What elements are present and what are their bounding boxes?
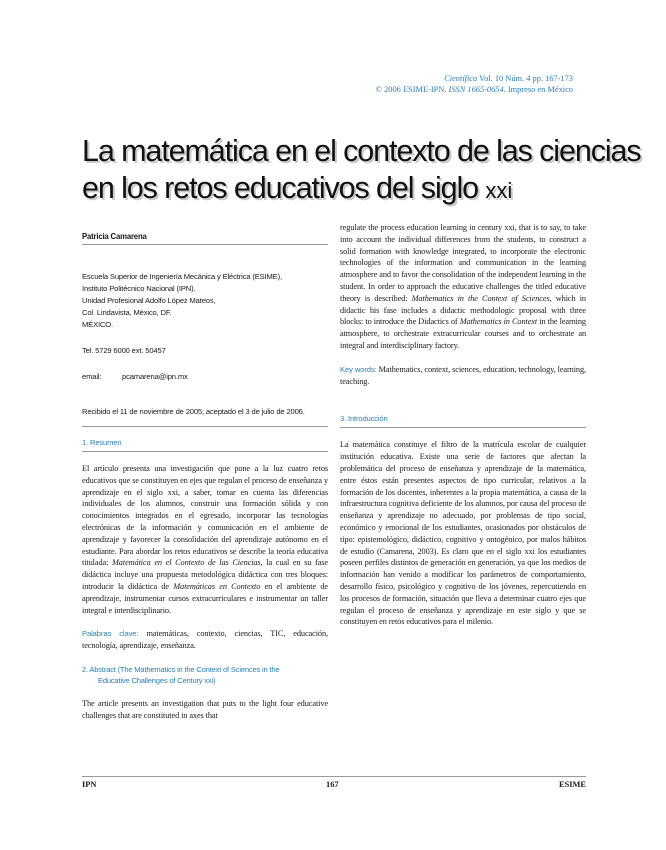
author-email-row — [82, 371, 328, 383]
affiliation-line: Col. Lindavista, México, DF. — [82, 308, 172, 317]
footer-rule — [82, 776, 586, 777]
title-line-1: La matemática en el contexto de las ciencias — [82, 134, 641, 168]
affiliation-line: MÉXICO. — [82, 320, 114, 329]
theory-title: Matemática en el Contexto de las Ciencias, — [112, 558, 263, 568]
resumen-heading: 1. Resumen — [82, 437, 328, 452]
affiliation-line: Unidad Profesional Adolfo López Mateos, — [82, 296, 216, 305]
issn: ISSN 1665-0654. — [448, 85, 506, 94]
theory-title-en: Mathematics in the Context of Sciences, — [411, 293, 552, 303]
footer-right: ESIME — [559, 780, 586, 789]
copyright: © 2006 ESIME-IPN. — [375, 85, 447, 94]
keywords-label-en: Key words: — [340, 364, 377, 374]
abstract-paragraph-start: The article presents an investigation that puts to the light four educative challenges that are constituted in axes that — [82, 698, 328, 720]
right-column — [340, 222, 586, 628]
article-title — [82, 133, 641, 209]
author-affiliation — [82, 271, 328, 331]
keywords-label: Palabras clave: — [82, 629, 139, 639]
abstract-heading: 2. Abstract (The Mathematics in the Context of Sciences in the Educative Challenges of Century xxi) — [82, 664, 280, 685]
affiliation-line: Instituto Politécnico Nacional (IPN). — [82, 284, 196, 293]
footer-left: IPN — [82, 780, 97, 789]
email-link[interactable]: pcamarena@ipn.mx — [122, 372, 188, 381]
affiliation-line: Escuela Superior de Ingeniería Mecánica y Eléctrica (ESIME), — [82, 272, 282, 281]
email-label: email: — [82, 372, 102, 381]
author-phone: Tel. 5729 6000 ext. 50457 — [82, 346, 166, 355]
intro-paragraph: La matemática constituye el filtro de la matrícula escolar de cualquier institución educativa. Existe una serie de factores que afectan la problemática del proceso de enseñanza y aprendizaje de la matemática, entre éstos están presentes aspectos de tipo curricular, relativos a la formación de los docentes, inherentes a la propia matemática, a causa de la infraestructura cognitiva deficiente de los alumnos, por causa del proceso de enseñanza y aprendizaje no adecuado, por problemas de tipo social, económico y emocional de los estudiantes, ocasionados por obstáculos de tipo: epistemológico, didáctico, cognitivo y ontogénico, por malos hábitos de estudio (Camarena, 2003). Es claro que en el siglo xxi los estudiantes poseen perfiles distintos de generación en generación, ya que los medios de información han venido a modificar los parámetros de comportamiento, desarrollo físico, psicológico y cognitivo de los jóvenes, repercutiendo en los procesos de formación, situación que lleva a determinar cuatro ejes que regulan el proceso de enseñanza y aprendizaje en este siglo y que se constituyen en retos educativos para el milenio. — [340, 440, 586, 627]
received-dates: Recibido el 11 de noviembre de 2005; aceptado el 3 de julio de 2006. — [82, 406, 328, 427]
resumen-keywords: Palabras clave: matemáticas, contexto, ciencias, TIC, educación, tecnología, aprendizaje, enseñanza. — [82, 629, 329, 651]
title-century: xxi — [485, 178, 513, 203]
journal-name: Científica — [444, 74, 478, 83]
left-column — [82, 222, 328, 722]
abstract-keywords: Key words: Mathematics, context, sciences, education, technology, learning, teaching. — [340, 364, 586, 386]
title-line-2: en los retos educativos del siglo — [82, 171, 479, 205]
page-number: 167 — [326, 780, 339, 789]
theory-didactics: Matemáticas en Contexto — [173, 581, 261, 591]
author-name: Patricia Camarena — [82, 232, 328, 245]
journal-volume: Vol. 10 Núm. 4 pp. 167-173 — [479, 74, 573, 83]
theory-didactics-en: Mathematics in Context — [459, 317, 538, 327]
print-location: Impreso en México — [507, 85, 573, 94]
intro-heading: 3. Introducción — [340, 413, 586, 428]
resumen-paragraph: El artículo presenta una investigación que pone a la luz cuatro retos educativos que se constituyen en ejes que regulan el proceso de enseñanza y aprendizaje en el siglo xxi, a saber, tomar en cuenta las diferencias individuales de los alumnos, construir una formación sólida y con conocimientos integrados en el egresado, incorporar las tecnologías electrónicas de la información y comunicación en el ambiente de aprendizaje y favorecer la consolidación del aprendizaje autónomo en el estudiante. Para abordar los retos educativos se describe la teoría educativa titulada: Matemática en el Contexto de las Ciencias, la cual en su fase didáctica incluye una propuesta metodológica didáctica con tres bloques: introducir la didáctica de Matemáticas en Contexto en el ambiente de aprendizaje, instrumentar cursos extracurriculares e instrumentar un taller integral e interdisciplinario. — [82, 464, 328, 615]
abstract-paragraph-cont: regulate the process education learning in century xxi, that is to say, to take into account the individual differences from the students, to construct a solid formation with knowledge integrated, to incorporate the electronic technologies of the information and communication in the learning atmosphere and to favor the consolidation of the independent learning in the student. In order to approach the educative challenges the titled educative theory is described: Mathematics in the Context of Sciences, which in didactic his fase includes a didactic methodologic proposal with three blocks: to introduce the Didactics of Mathematics in Context in the learning atmosphere, to orchestrate extracurricular courses and to orchestrate an integral and interdisciplinary factory. — [340, 223, 586, 350]
journal-header — [376, 73, 573, 95]
